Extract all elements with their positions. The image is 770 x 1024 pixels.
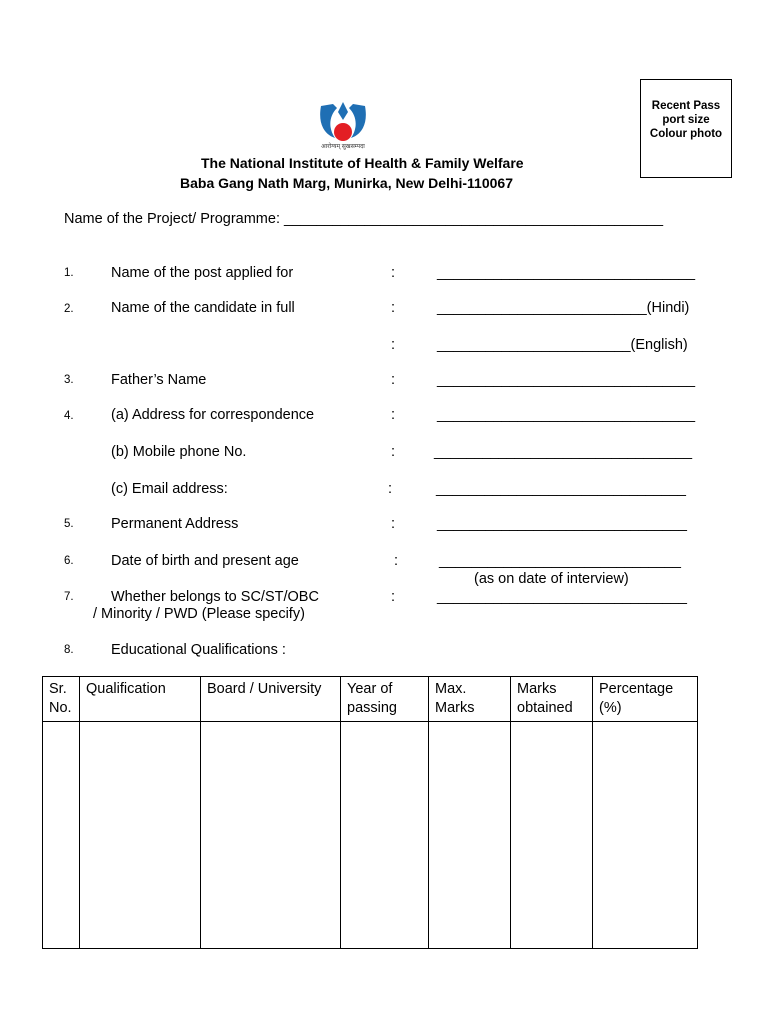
field-number: 4. <box>64 410 74 422</box>
field-label-category: Whether belongs to SC/ST/OBC <box>111 589 319 605</box>
field-blank-dob: ______________________________ <box>439 553 681 569</box>
column-header-qualification: Qualification <box>80 677 201 722</box>
column-header-marks-obtained: Marks obtained <box>511 677 593 722</box>
table-cell[interactable] <box>593 722 698 949</box>
field-colon: : <box>391 265 396 281</box>
field-number: 5. <box>64 518 74 530</box>
column-header-board: Board / University <box>201 677 341 722</box>
photo-line-3: Colour photo <box>649 128 723 140</box>
table-cell[interactable] <box>80 722 201 949</box>
field-label-dob: Date of birth and present age <box>111 553 299 569</box>
field-label-education: Educational Qualifications : <box>111 642 286 658</box>
field-blank-father: ________________________________ <box>437 372 696 388</box>
field-label-post: Name of the post applied for <box>111 265 294 281</box>
field-number: 1. <box>64 267 74 279</box>
field-label-mobile: (b) Mobile phone No. <box>111 444 247 460</box>
field-blank-email: _______________________________ <box>436 481 686 497</box>
field-label-category-cont: / Minority / PWD (Please specify) <box>93 606 305 622</box>
field-colon: : <box>391 444 396 460</box>
table-cell[interactable] <box>201 722 341 949</box>
field-blank-name-english: ________________________(English) <box>437 337 688 353</box>
institute-name: The National Institute of Health & Family Welfare <box>201 155 524 171</box>
field-colon: : <box>391 589 396 605</box>
project-programme-field: Name of the Project/ Programme: _______________________________________________ <box>64 211 664 227</box>
field-label-email: (c) Email address: <box>111 481 228 497</box>
table-cell[interactable] <box>511 722 593 949</box>
field-colon: : <box>391 407 396 423</box>
field-number: 7. <box>64 591 74 603</box>
table-header-row <box>43 677 698 722</box>
field-blank-permanent-address: _______________________________ <box>437 516 687 532</box>
field-label-father: Father’s Name <box>111 372 207 388</box>
field-blank-name-hindi: __________________________(Hindi) <box>437 300 690 316</box>
institute-address: Baba Gang Nath Marg, Munirka, New Delhi-110067 <box>180 175 513 191</box>
field-label-address: (a) Address for correspondence <box>111 407 315 423</box>
field-blank-mobile: ________________________________ <box>434 444 693 460</box>
field-number: 3. <box>64 374 74 386</box>
field-note-interview: (as on date of interview) <box>474 571 629 587</box>
field-blank-address: ________________________________ <box>437 407 696 423</box>
field-label-permanent-address: Permanent Address <box>111 516 239 532</box>
logo-tagline: आरोग्यम् सुखसम्पदा <box>321 144 365 150</box>
table-row <box>43 722 698 949</box>
field-colon: : <box>391 300 396 316</box>
institute-logo <box>315 100 371 156</box>
field-colon: : <box>391 337 396 353</box>
field-blank-category: _______________________________ <box>437 589 687 605</box>
table-cell[interactable] <box>429 722 511 949</box>
column-header-max-marks: Max. Marks <box>429 677 511 722</box>
photo-line-1: Recent Pass <box>651 100 721 112</box>
field-colon: : <box>391 516 396 532</box>
field-number: 2. <box>64 303 74 315</box>
column-header-year: Year of passing <box>341 677 429 722</box>
qualifications-table <box>42 676 698 949</box>
field-blank-post: ________________________________ <box>437 265 696 281</box>
field-colon: : <box>391 372 396 388</box>
column-header-sr-no: Sr. No. <box>43 677 80 722</box>
photo-placeholder-box <box>640 79 732 178</box>
column-header-percentage: Percentage (%) <box>593 677 698 722</box>
field-number: 6. <box>64 555 74 567</box>
photo-line-2: port size <box>662 114 710 126</box>
field-colon: : <box>388 481 393 497</box>
field-label-candidate: Name of the candidate in full <box>111 300 295 316</box>
table-cell[interactable] <box>43 722 80 949</box>
field-colon: : <box>394 553 399 569</box>
table-cell[interactable] <box>341 722 429 949</box>
field-number: 8. <box>64 644 74 656</box>
